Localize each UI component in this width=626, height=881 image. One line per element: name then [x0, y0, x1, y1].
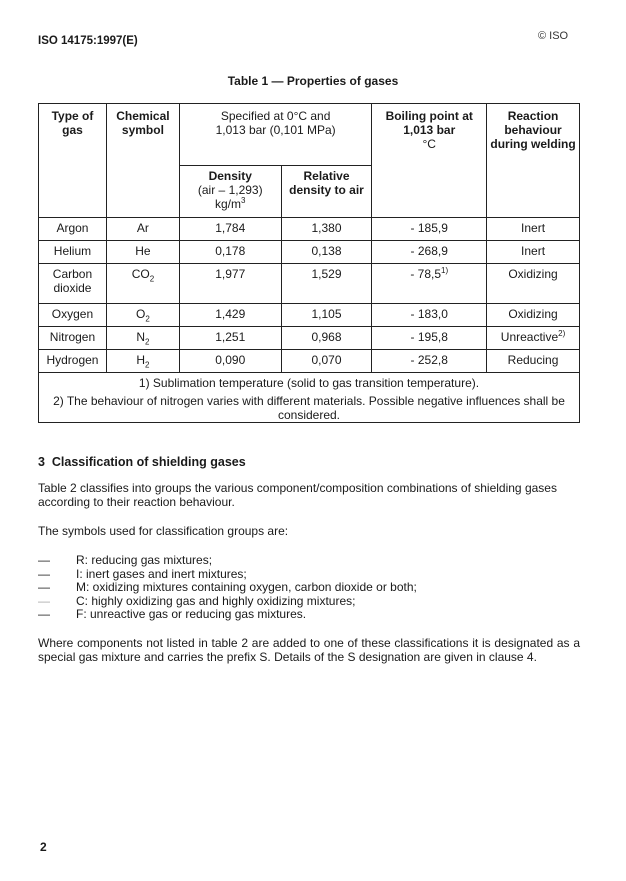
symbol-r: R: reducing gas mixtures; [76, 553, 213, 567]
boiling-value: - 252,8 [410, 353, 448, 367]
cell-gas: Argon [39, 218, 107, 241]
density-unit [183, 197, 278, 211]
cell-density: 1,429 [179, 304, 281, 327]
cell-gas: Nitrogen [39, 327, 107, 350]
cell-reaction [487, 241, 580, 264]
table-row [39, 218, 580, 241]
cell-reaction [487, 264, 580, 304]
boiling-value: - 268,9 [410, 244, 448, 258]
list-item [38, 608, 417, 622]
boiling-point-label: Boiling point at 1,013 bar [385, 109, 473, 137]
header-reaction-behaviour: Reaction behaviour during welding [487, 104, 580, 218]
gas-name: Carbon dioxide [52, 267, 93, 295]
boiling-value: - 78,5 [410, 267, 442, 281]
footnote-ref: 1) [441, 266, 449, 275]
reaction-value: Inert [521, 244, 546, 258]
properties-of-gases-table [38, 103, 580, 423]
table-row [39, 264, 580, 304]
section-3-intro: Table 2 classifies into groups the various component/composition combinations of shielding gases according to their reaction behaviour. [38, 481, 557, 509]
cell-boiling-point [372, 304, 487, 327]
footnote-2: 2) The behaviour of nitrogen varies with different materials. Possible negative influences shall be considered. [53, 394, 565, 422]
list-item [38, 595, 417, 609]
cell-boiling-point [372, 327, 487, 350]
dash-marker: — [38, 566, 50, 581]
symbol-m: M: oxidizing mixtures containing oxygen, carbon dioxide or both; [76, 580, 417, 594]
list-item [38, 581, 417, 595]
symbol-text: N [136, 330, 146, 344]
symbol-subscript: 2 [149, 274, 155, 284]
cell-reaction [487, 218, 580, 241]
cell-gas: Helium [39, 241, 107, 264]
reaction-value: Oxidizing [508, 307, 558, 321]
boiling-value: - 195,8 [410, 330, 448, 344]
symbol-text: He [135, 244, 151, 258]
dash-marker: — [38, 593, 50, 608]
table-footnotes-row [39, 373, 580, 423]
cell-relative-density: 0,070 [281, 350, 372, 373]
cell-symbol [106, 264, 179, 304]
header-density [179, 166, 281, 218]
list-item [38, 554, 417, 568]
symbol-text: H [136, 353, 146, 367]
reaction-value: Unreactive [500, 330, 559, 344]
cell-relative-density: 0,138 [281, 241, 372, 264]
cell-relative-density: 1,105 [281, 304, 372, 327]
cell-boiling-point [372, 350, 487, 373]
boiling-point-unit: °C [422, 137, 436, 151]
cell-gas: Oxygen [39, 304, 107, 327]
table-footnotes [39, 373, 580, 423]
section-3-closing: Where components not listed in table 2 are added to one of these classifications it is designated as a special gas mixture and carries the prefix S. Details of the S designation are given in clause 4. [38, 636, 580, 664]
table-row [39, 241, 580, 264]
density-title: Density [208, 169, 252, 183]
page-number: 2 [40, 840, 47, 854]
header-specified-conditions [179, 104, 372, 166]
cell-symbol [106, 327, 179, 350]
section-3-heading: 3 Classification of shielding gases [38, 455, 246, 469]
cell-density: 1,784 [179, 218, 281, 241]
symbol-text: O [136, 307, 146, 321]
cell-density: 1,977 [179, 264, 281, 304]
table-row [39, 350, 580, 373]
symbol-text: Ar [136, 221, 149, 235]
symbols-intro: The symbols used for classification groups are: [38, 524, 289, 538]
cell-reaction [487, 304, 580, 327]
header-relative-density: Relative density to air [281, 166, 372, 218]
table-row [39, 327, 580, 350]
dash-marker: — [38, 580, 50, 594]
specified-line-1: Specified at 0°C and [220, 109, 331, 123]
symbol-subscript: 2 [145, 337, 150, 347]
cell-boiling-point [372, 264, 487, 304]
cell-reaction [487, 327, 580, 350]
footnote-1: 1) Sublimation temperature (solid to gas transition temperature). [138, 376, 480, 390]
cell-boiling-point [372, 241, 487, 264]
density-unit-exponent: 3 [241, 196, 246, 205]
cell-symbol [106, 218, 179, 241]
density-reference: (air – 1,293) [197, 183, 263, 197]
cell-relative-density: 1,529 [281, 264, 372, 304]
header-boiling-point [372, 104, 487, 218]
cell-density: 0,090 [179, 350, 281, 373]
cell-boiling-point [372, 218, 487, 241]
copyright-notice: © ISO [538, 30, 569, 42]
specified-line-2: 1,013 bar (0,101 MPa) [215, 123, 336, 137]
cell-gas: Hydrogen [39, 350, 107, 373]
reaction-value: Oxidizing [508, 267, 558, 281]
symbol-c: C: highly oxidizing gas and highly oxidizing mixtures; [76, 593, 356, 608]
symbol-f: F: unreactive gas or reducing gas mixtures. [76, 607, 307, 621]
footnote-ref: 2) [558, 329, 566, 338]
table-row [39, 304, 580, 327]
cell-symbol [106, 350, 179, 373]
dash-marker: — [38, 553, 50, 567]
table-title: Table 1 — Properties of gases [227, 74, 399, 88]
cell-density: 0,178 [179, 241, 281, 264]
cell-reaction [487, 350, 580, 373]
reaction-value: Reducing [507, 353, 559, 367]
header-chemical-symbol: Chemical symbol [106, 104, 179, 218]
cell-symbol [106, 304, 179, 327]
list-item [38, 568, 417, 582]
density-unit-text: kg/m [215, 197, 242, 211]
cell-relative-density: 1,380 [281, 218, 372, 241]
symbol-subscript: 2 [145, 314, 150, 324]
cell-density: 1,251 [179, 327, 281, 350]
boiling-value: - 183,0 [410, 307, 448, 321]
cell-symbol [106, 241, 179, 264]
header-type-of-gas: Type of gas [39, 104, 107, 218]
dash-marker: — [38, 607, 50, 621]
cell-relative-density: 0,968 [281, 327, 372, 350]
classification-symbols-list [38, 554, 417, 622]
symbol-subscript: 2 [145, 360, 150, 370]
symbol-text: CO [131, 267, 150, 281]
standard-code: ISO 14175:1997(E) [38, 35, 138, 47]
symbol-i: I: inert gases and inert mixtures; [76, 566, 247, 581]
reaction-value: Inert [521, 221, 546, 235]
boiling-value: - 185,9 [410, 221, 448, 235]
cell-gas [39, 264, 107, 304]
